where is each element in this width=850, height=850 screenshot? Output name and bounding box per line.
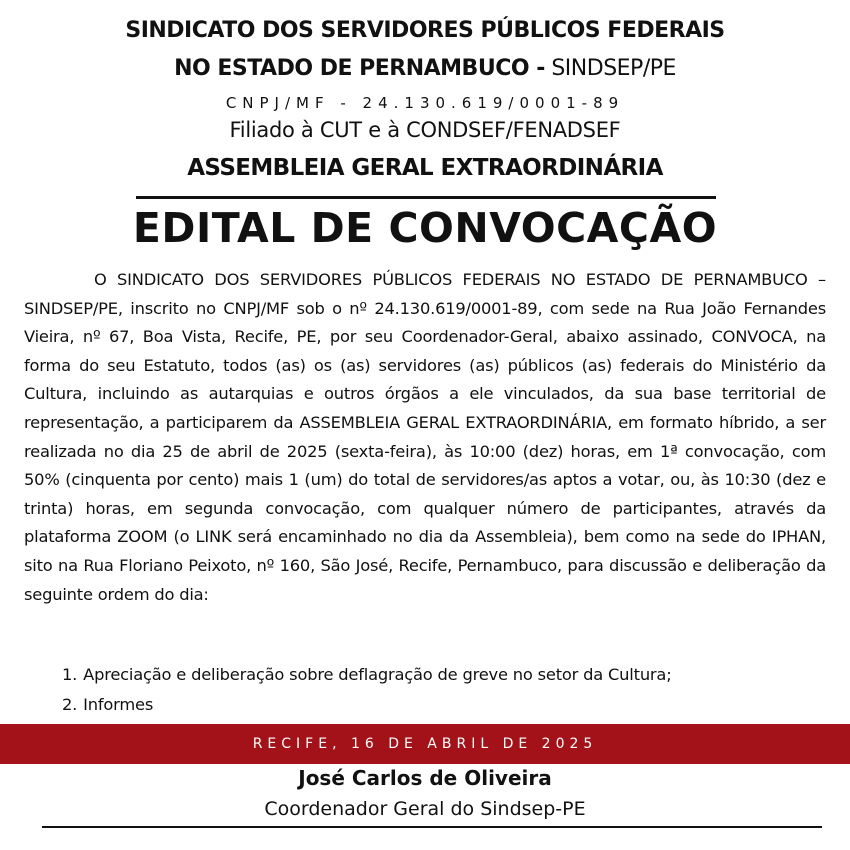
assembly-heading: ASSEMBLEIA GERAL EXTRAORDINÁRIA	[187, 155, 663, 181]
affiliation-line: Filiado à CUT e à CONDSEF/FENADSEF	[229, 118, 621, 142]
agenda-item	[62, 660, 672, 690]
agenda-item-text: Informes	[83, 695, 154, 714]
convocation-paragraph: O SINDICATO DOS SERVIDORES PÚBLICOS FEDERAIS NO ESTADO DE PERNAMBUCO – SINDSEP/PE, inscrito no CNPJ/MF sob o nº 24.130.619/0001-89, com sede na Rua João Fernandes Vieira, nº 67, Boa Vista, Recife, PE, por seu Coordenador-Geral, abaixo assinado, CONVOCA, na forma do seu Estatuto, todos (as) os (as) servidores (as) públicos (as) federais do Ministério da Cultura, incluindo as autarquias e outros órgãos a ele vinculados, da sua base territorial de representação, a participarem da ASSEMBLEIA GERAL EXTRAORDINÁRIA, em formato híbrido, a ser realizada no dia 25 de abril de 2025 (sexta-feira), às 10:00 (dez) horas, em 1ª convocação, com 50% (cinquenta por cento) mais 1 (um) do total de servidores/as aptos a votar, ou, às 10:30 (dez e trinta) horas, em segunda convocação, com qualquer número de participantes, através da plataforma ZOOM (o LINK será encaminhado no dia da Assembleia), bem como na sede do IPHAN, sito na Rua Floriano Peixoto, nº 160, São José, Recife, Pernambuco, para discussão e deliberação da seguinte ordem do dia:	[24, 270, 826, 604]
header-divider	[136, 196, 716, 199]
date-band	[0, 724, 850, 764]
footer-divider	[42, 826, 822, 828]
org-name-line1: SINDICATO DOS SERVIDORES PÚBLICOS FEDERAIS	[125, 18, 725, 43]
agenda-item-text: Apreciação e deliberação sobre deflagração de greve no setor da Cultura;	[83, 665, 672, 684]
cnpj-line: CNPJ/MF - 24.130.619/0001-89	[225, 94, 625, 112]
org-name-line2-bold: NO ESTADO DE PERNAMBUCO -	[174, 56, 545, 81]
signer-role: Coordenador Geral do Sindsep-PE	[264, 798, 586, 820]
convocation-body	[24, 266, 826, 609]
date-line: RECIFE, 16 DE ABRIL DE 2025	[252, 736, 598, 752]
org-name-line2-acronym: SINDSEP/PE	[544, 56, 676, 81]
signer-name: José Carlos de Oliveira	[298, 766, 552, 790]
document-title: EDITAL DE CONVOCAÇÃO	[132, 204, 718, 252]
agenda-item	[62, 690, 672, 720]
agenda-list	[62, 660, 672, 720]
agenda-item-number: 2.	[62, 695, 78, 714]
org-name-line2	[0, 56, 850, 81]
agenda-item-number: 1.	[62, 665, 78, 684]
